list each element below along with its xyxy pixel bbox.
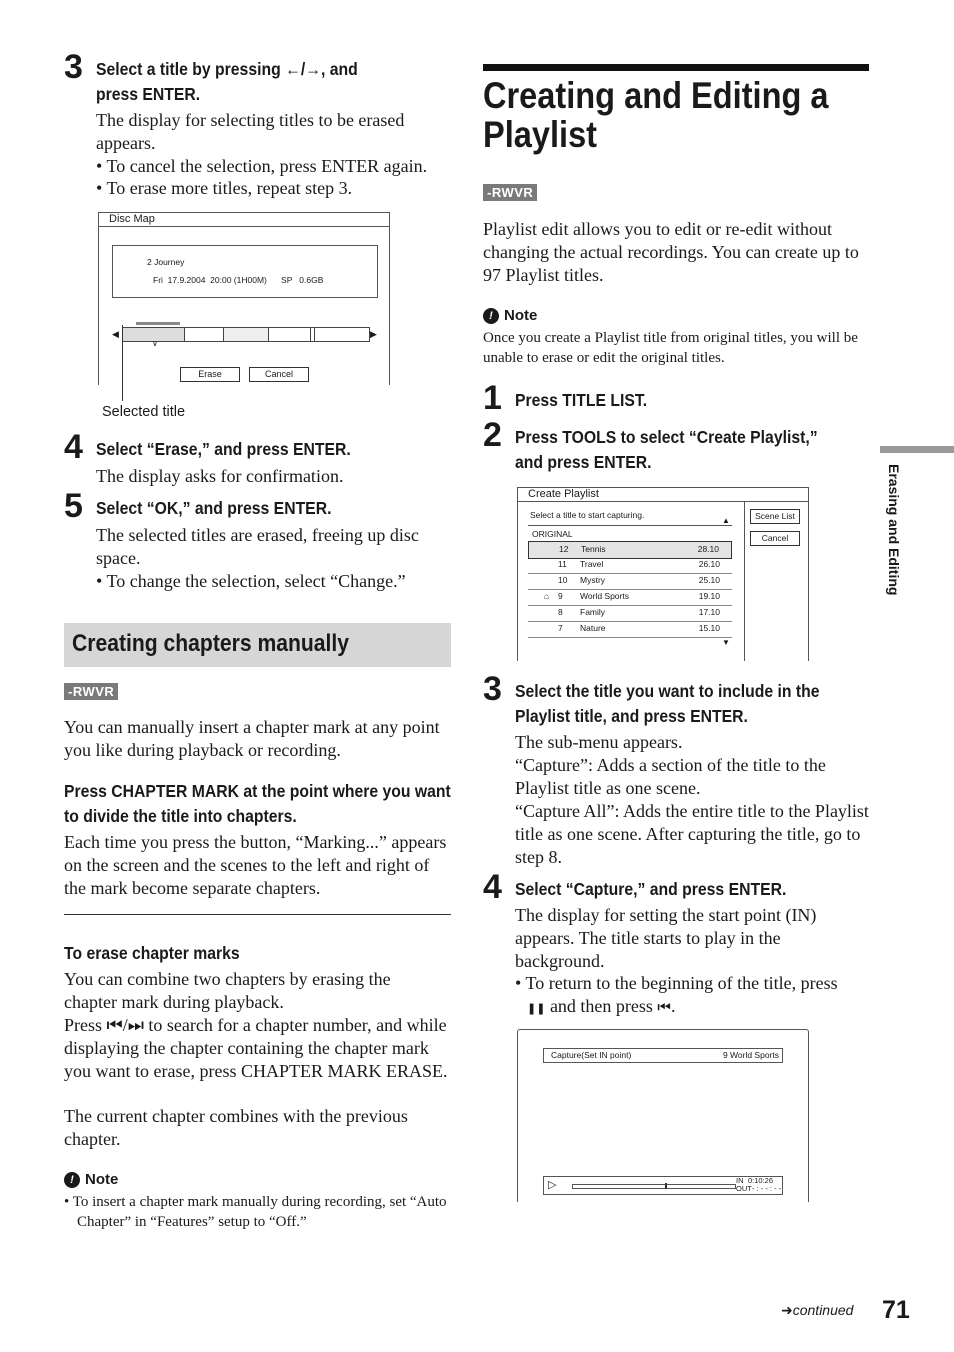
title-timeline[interactable] xyxy=(122,327,370,342)
step-title: Press TITLE LIST. xyxy=(515,390,648,410)
step-number: 4 xyxy=(64,428,83,466)
out-time: - : - - : - - xyxy=(752,1184,782,1193)
erase-button[interactable]: Erase xyxy=(180,367,240,382)
selection-bar xyxy=(136,322,180,325)
body-text: You can combine two chapters by erasing the chapter mark during playback. xyxy=(64,969,391,1012)
step-title: Press TOOLS to select “Create Playlist,” xyxy=(515,427,818,447)
divider xyxy=(99,226,389,227)
divider xyxy=(518,501,808,502)
title-number: 10 xyxy=(558,575,568,585)
body-text: The selected titles are erased, freeing up disc space. xyxy=(96,525,419,568)
scroll-right-icon[interactable]: ▶ xyxy=(370,329,377,339)
title-date: 26.10 xyxy=(698,559,720,569)
disc-map-screen xyxy=(98,212,390,385)
body-text: “Capture”: Adds a section of the title to the Playlist title as one scene. xyxy=(515,755,826,798)
step-number: 1 xyxy=(483,379,502,417)
step-title: Select the title you want to include in the xyxy=(515,681,820,701)
bullet-text: • To change the selection, select “Change.” xyxy=(96,571,406,591)
bullet-text: • To erase more titles, repeat step 3. xyxy=(96,178,353,198)
prev-icon: ⏮ xyxy=(657,998,671,1016)
subheading: To erase chapter marks xyxy=(64,943,240,963)
cancel-button[interactable]: Cancel xyxy=(750,531,800,546)
progress-marker[interactable] xyxy=(665,1183,667,1189)
progress-bar[interactable] xyxy=(572,1184,736,1189)
title-name: Travel xyxy=(580,559,604,569)
play-icon[interactable]: ▷ xyxy=(548,1179,557,1191)
divider xyxy=(744,501,745,661)
list-item[interactable] xyxy=(528,589,732,606)
page-number: 71 xyxy=(882,1296,910,1324)
body-text: “Capture All”: Adds the entire title to the Playlist title as one scene. After capturing the title, go to step 8. xyxy=(515,801,869,867)
step-number: 3 xyxy=(64,48,83,86)
page-title: Creating and Editing a Playlist xyxy=(483,75,829,155)
body-text: The current chapter combines with the previous chapter. xyxy=(64,1106,408,1149)
body-text: Press ⏮/⏭ to search for a chapter number, and while displaying the chapter containing the chapter mark you want to erase, press CHAPTER MARK ERASE. xyxy=(64,1015,448,1081)
note-label: Note xyxy=(504,307,538,324)
capture-title: 9 World Sports xyxy=(722,1050,779,1060)
title-name: World Sports xyxy=(580,591,629,601)
step-number: 3 xyxy=(483,670,502,708)
title-date: 15.10 xyxy=(698,623,720,633)
note-label: Note xyxy=(85,1171,119,1188)
timeline-segment[interactable] xyxy=(310,328,315,341)
step-number: 5 xyxy=(64,487,83,525)
divider xyxy=(528,525,732,526)
capture-header xyxy=(543,1048,783,1063)
bullet-text: • To cancel the selection, press ENTER again. xyxy=(96,156,428,176)
body-text: The sub-menu appears. xyxy=(515,732,683,752)
arrow-right-icon: ➜ xyxy=(781,1302,793,1318)
in-time: 0:10:26 xyxy=(748,1176,774,1185)
bullet-text: • To return to the beginning of the title, press xyxy=(515,973,838,993)
list-item[interactable] xyxy=(528,573,732,590)
capture-label: Capture(Set IN point) xyxy=(551,1050,632,1060)
title-date: 28.10 xyxy=(697,544,719,554)
scroll-down-icon[interactable]: ▼ xyxy=(722,638,730,647)
list-header: ORIGINAL xyxy=(532,529,573,539)
callout-line xyxy=(122,325,123,401)
step-title: Select a title by pressing ←/→, and xyxy=(96,59,358,79)
bullet-text-line: ❚❚ and then press ⏮. xyxy=(527,996,676,1016)
divider xyxy=(64,914,451,915)
title-date: 17.10 xyxy=(698,607,720,617)
out-label: OUT xyxy=(736,1184,752,1193)
callout-caption: Selected title xyxy=(102,404,186,420)
info-line: Fri 17.9.2004 20:00 (1H00M) SP 0.6GB xyxy=(153,275,324,285)
title-date: 25.10 xyxy=(698,575,720,585)
chevron-down-icon: ∨ xyxy=(152,339,158,348)
step-title: press ENTER. xyxy=(96,84,201,104)
pause-icon: ❚❚ xyxy=(527,1002,546,1015)
continued-marker xyxy=(781,1302,853,1319)
side-tab-label: Erasing and Editing xyxy=(886,464,902,596)
note-heading xyxy=(483,307,537,324)
lock-icon: ⌂ xyxy=(544,591,550,601)
format-badge: -RWVR xyxy=(483,184,537,201)
title-name: Tennis xyxy=(581,544,606,554)
continued-label: continued xyxy=(792,1302,854,1318)
side-tab xyxy=(884,464,904,614)
step-title: Select “Capture,” and press ENTER. xyxy=(515,879,787,899)
scroll-up-icon[interactable]: ▲ xyxy=(722,516,730,525)
title-name: Nature xyxy=(580,623,606,633)
capture-screen xyxy=(517,1029,809,1202)
section-title: Creating chapters manually xyxy=(72,630,349,657)
section-band xyxy=(64,623,451,667)
step-title: Playlist title, and press ENTER. xyxy=(515,706,748,726)
info-title: 2 Journey xyxy=(147,257,185,267)
side-tab-bar xyxy=(880,446,954,453)
note-text: • To insert a chapter mark manually during recording, set “Auto Chapter” in “Features” setup to “Off.” xyxy=(64,1194,447,1230)
title-date: 19.10 xyxy=(698,591,720,601)
note-text: Once you create a Playlist title from original titles, you will be unable to erase or edit the original titles. xyxy=(483,330,858,366)
scroll-left-icon[interactable]: ◀ xyxy=(112,329,119,339)
scene-list-button[interactable]: Scene List xyxy=(750,509,800,524)
list-item[interactable] xyxy=(528,621,732,638)
intro-text: You can manually insert a chapter mark at any point you like during playback or recording. xyxy=(64,717,440,760)
note-icon: ! xyxy=(64,1172,80,1188)
in-label: IN xyxy=(736,1176,744,1185)
body-text: The display for setting the start point (IN) appears. The title starts to play in the background. xyxy=(515,905,817,971)
step-title: Select “Erase,” and press ENTER. xyxy=(96,439,351,459)
note-heading xyxy=(64,1171,118,1188)
create-playlist-screen xyxy=(517,487,809,661)
body-text: The display asks for confirmation. xyxy=(96,466,344,486)
note-icon: ! xyxy=(483,308,499,324)
bullet-continuation: and then press xyxy=(549,996,653,1016)
list-item[interactable] xyxy=(528,605,732,622)
title-name: Mystry xyxy=(580,575,606,585)
step-title: Select “OK,” and press ENTER. xyxy=(96,498,332,518)
timeline-segment[interactable] xyxy=(223,328,269,341)
format-badge: -RWVR xyxy=(64,683,118,700)
step-title: and press ENTER. xyxy=(515,452,652,472)
instruction-text: Select a title to start capturing. xyxy=(530,510,645,520)
title-name: Family xyxy=(580,607,606,617)
title-number: 12 xyxy=(559,544,569,554)
capture-controls xyxy=(543,1176,783,1195)
screen-label: Disc Map xyxy=(109,213,155,225)
title-rule xyxy=(483,64,869,71)
body-text: The display for selecting titles to be erased appears. xyxy=(96,110,405,153)
title-number: 7 xyxy=(558,623,563,633)
cancel-button[interactable]: Cancel xyxy=(249,367,309,382)
intro-text: Playlist edit allows you to edit or re-edit without changing the actual recordings. You can create up to 97 Playlist titles. xyxy=(483,219,859,285)
title-number: 9 xyxy=(558,591,563,601)
subheading: Press CHAPTER MARK at the point where you want to divide the title into chapters. xyxy=(64,781,451,826)
body-text: Each time you press the button, “Marking...” appears on the screen and the scenes to the left and right of the mark become separate chapters. xyxy=(64,832,447,898)
title-list xyxy=(528,541,732,641)
title-number: 11 xyxy=(558,559,567,569)
title-number: 8 xyxy=(558,607,563,617)
list-item[interactable] xyxy=(528,557,732,574)
step-number: 2 xyxy=(483,416,502,454)
screen-label: Create Playlist xyxy=(528,488,599,500)
title-info-box xyxy=(112,245,378,298)
step-number: 4 xyxy=(483,868,502,906)
